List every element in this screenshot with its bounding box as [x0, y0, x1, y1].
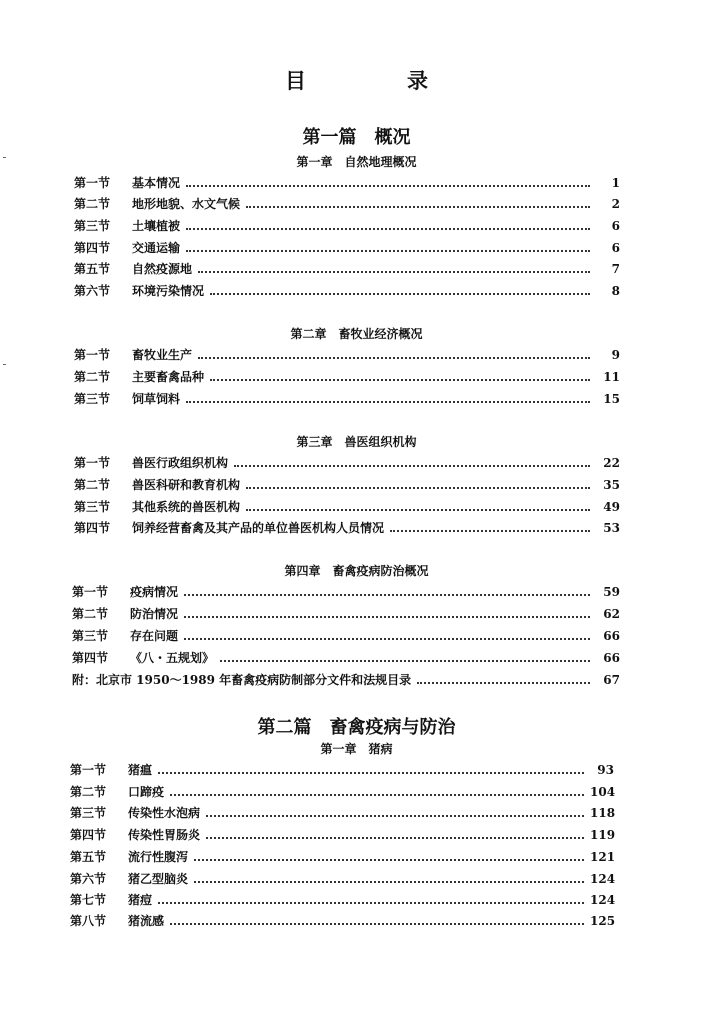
toc-entry[interactable]: [70, 760, 614, 780]
section-number: 第一节: [74, 348, 111, 362]
toc-entry[interactable]: [74, 259, 620, 279]
leader-dots: [184, 592, 590, 596]
leader-dots: [198, 355, 590, 359]
section-name: 基本情况: [132, 176, 181, 190]
leader-dots: [184, 614, 590, 618]
part-title: 第一篇 概况: [302, 127, 411, 148]
toc-title: 目 录: [285, 68, 468, 93]
page-number: 124: [590, 872, 616, 886]
page-number: 35: [603, 478, 620, 492]
page-number: 66: [603, 629, 620, 643]
section-name: 兽医科研和教育机构: [132, 478, 241, 492]
section-number: 第六节: [70, 872, 107, 886]
section-name: 环境污染情况: [132, 284, 205, 298]
page-number: 53: [603, 521, 620, 535]
toc-entry[interactable]: [70, 803, 614, 823]
page-number: 49: [603, 500, 620, 514]
toc-entry[interactable]: [74, 518, 620, 538]
page-number: 8: [611, 284, 620, 298]
chapter-title: 第二章 畜牧业经济概况: [290, 327, 423, 341]
leader-dots: [210, 291, 590, 295]
page-number: 22: [603, 456, 620, 470]
leader-dots: [246, 204, 590, 208]
toc-entry[interactable]: [74, 281, 620, 301]
toc-appendix-entry[interactable]: [72, 670, 620, 690]
section-name: 畜牧业生产: [132, 348, 193, 362]
toc-entry[interactable]: [72, 582, 620, 602]
chapter-title: 第一章 自然地理概况: [296, 155, 417, 169]
toc-entry[interactable]: [72, 648, 620, 668]
section-name: 传染性胃肠炎: [128, 828, 201, 842]
page-number: 15: [603, 392, 620, 406]
leader-dots: [186, 183, 590, 187]
page-number: 2: [611, 197, 620, 211]
page-number: 118: [590, 806, 616, 820]
leader-dots: [417, 680, 590, 684]
section-number: 第一节: [74, 176, 111, 190]
page-number: 11: [603, 370, 620, 384]
section-number: 第二节: [70, 785, 107, 799]
chapter-title: 第四章 畜禽疫病防治概况: [284, 564, 429, 578]
page-number: 6: [611, 241, 620, 255]
section-number: 第三节: [72, 629, 109, 643]
leader-dots: [186, 248, 590, 252]
section-name: 猪瘟: [128, 763, 153, 777]
page-number: 62: [603, 607, 620, 621]
leader-dots: [210, 377, 590, 381]
section-name: 口蹄疫: [128, 785, 165, 799]
leader-dots: [194, 879, 584, 883]
leader-dots: [186, 226, 590, 230]
section-number: 第五节: [74, 262, 111, 276]
toc-entry[interactable]: [70, 782, 614, 802]
part-title: 第二篇 畜禽疫病与防治: [257, 717, 456, 738]
section-number: 第二节: [74, 370, 111, 384]
section-number: 第七节: [70, 893, 107, 907]
chapter-title: 第一章 猪病: [320, 742, 393, 756]
section-name: 传染性水泡病: [128, 806, 201, 820]
section-name: 《八・五规划》: [130, 651, 215, 665]
section-number: 第四节: [74, 241, 111, 255]
section-number: 第一节: [70, 763, 107, 777]
page-number: 119: [590, 828, 616, 842]
chapter-title: 第三章 兽医组织机构: [296, 435, 417, 449]
section-name: 流行性腹泻: [128, 850, 189, 864]
toc-entry[interactable]: [70, 911, 614, 931]
page-number: 59: [603, 585, 620, 599]
section-name: 土壤植被: [132, 219, 181, 233]
section-number: 第一节: [74, 456, 111, 470]
page-number: 7: [611, 262, 620, 276]
leader-dots: [220, 658, 590, 662]
section-name: 饲养经营畜禽及其产品的单位兽医机构人员情况: [132, 521, 385, 535]
toc-entry[interactable]: [74, 194, 620, 214]
section-name: 交通运输: [132, 241, 181, 255]
toc-entry[interactable]: [74, 238, 620, 258]
section-name: 其他系统的兽医机构: [132, 500, 241, 514]
leader-dots: [206, 835, 584, 839]
toc-entry[interactable]: [74, 367, 620, 387]
toc-entry[interactable]: [74, 345, 620, 365]
page-number: 124: [590, 893, 616, 907]
toc-entry[interactable]: [74, 173, 620, 193]
page-number: 125: [590, 914, 616, 928]
section-number: 第四节: [74, 521, 111, 535]
toc-entry[interactable]: [70, 847, 614, 867]
section-number: 第三节: [74, 219, 111, 233]
toc-entry[interactable]: [74, 497, 620, 517]
page-number: 9: [611, 348, 620, 362]
leader-dots: [170, 792, 584, 796]
leader-dots: [186, 399, 590, 403]
toc-entry[interactable]: [70, 869, 614, 889]
leader-dots: [158, 900, 584, 904]
section-number: 第二节: [74, 197, 111, 211]
toc-entry[interactable]: [70, 890, 614, 910]
toc-entry[interactable]: [72, 604, 620, 624]
leader-dots: [206, 813, 584, 817]
toc-entry[interactable]: [74, 475, 620, 495]
leader-dots: [390, 528, 590, 532]
scan-speck: [3, 364, 6, 365]
leader-dots: [246, 485, 590, 489]
page-number: 66: [603, 651, 620, 665]
leader-dots: [184, 636, 590, 640]
page-number: 121: [590, 850, 616, 864]
leader-dots: [170, 921, 584, 925]
section-name: 兽医行政组织机构: [132, 456, 229, 470]
leader-dots: [234, 463, 590, 467]
section-number: 第四节: [72, 651, 109, 665]
section-number: 第八节: [70, 914, 107, 928]
section-name: 自然疫源地: [132, 262, 193, 276]
page-number: 67: [603, 673, 620, 687]
section-number: 第三节: [74, 500, 111, 514]
leader-dots: [246, 507, 590, 511]
section-number: 第二节: [74, 478, 111, 492]
section-number: 第二节: [72, 607, 109, 621]
scan-speck: [3, 157, 6, 158]
leader-dots: [194, 857, 584, 861]
section-name: 存在问题: [130, 629, 179, 643]
section-number: 第三节: [70, 806, 107, 820]
toc-entry[interactable]: [74, 389, 620, 409]
page-number: 1: [611, 176, 620, 190]
toc-entry[interactable]: [74, 216, 620, 236]
section-number: 第一节: [72, 585, 109, 599]
section-name: 主要畜禽品种: [132, 370, 205, 384]
toc-entry[interactable]: [70, 825, 614, 845]
leader-dots: [158, 770, 584, 774]
section-name: 地形地貌、水文气候: [132, 197, 241, 211]
section-name: 饲草饲料: [132, 392, 181, 406]
leader-dots: [198, 269, 590, 273]
page-number: 93: [597, 763, 614, 777]
section-number: 第五节: [70, 850, 107, 864]
section-name: 猪痘: [128, 893, 153, 907]
appendix-name: 附：北京市 1950～1989 年畜禽疫病防制部分文件和法规目录: [72, 673, 412, 687]
page-number: 6: [611, 219, 620, 233]
toc-entry[interactable]: [72, 626, 620, 646]
toc-entry[interactable]: [74, 453, 620, 473]
section-name: 猪流感: [128, 914, 165, 928]
page-number: 104: [590, 785, 616, 799]
section-name: 猪乙型脑炎: [128, 872, 189, 886]
section-number: 第六节: [74, 284, 111, 298]
section-number: 第三节: [74, 392, 111, 406]
section-name: 疫病情况: [130, 585, 179, 599]
section-name: 防治情况: [130, 607, 179, 621]
section-number: 第四节: [70, 828, 107, 842]
